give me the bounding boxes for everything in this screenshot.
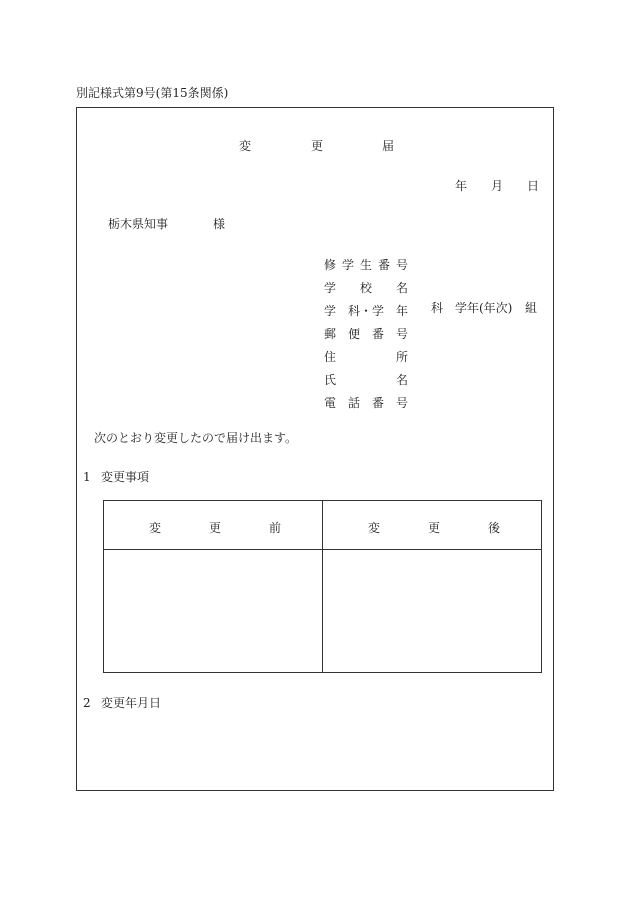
- title-char-3: 届: [382, 139, 395, 153]
- field-student-number: [324, 256, 408, 273]
- field-label-char: 科・学: [347, 304, 384, 318]
- change-table: [103, 500, 542, 673]
- field-label-char: 号: [395, 396, 408, 410]
- date-year: 年: [455, 179, 468, 193]
- header-before-char: 更: [208, 521, 221, 535]
- addressee-honorific: 様: [213, 217, 226, 231]
- field-postal-code: [324, 325, 408, 342]
- field-label-char: 学: [341, 258, 354, 272]
- field-name: [324, 371, 408, 388]
- field-label-char: 生: [359, 258, 372, 272]
- field-label-char: 住: [324, 350, 337, 364]
- field-class-suffix: 組: [525, 301, 538, 315]
- header-after-char: 変: [368, 521, 381, 535]
- statement-text: 次のとおり変更したので届け出ます。: [94, 431, 298, 445]
- section-1-label: 変更事項: [101, 470, 150, 484]
- section-2-label: 変更年月日: [101, 696, 162, 710]
- form-frame: [76, 107, 554, 791]
- header-before-char: 変: [149, 521, 162, 535]
- field-label-char: 便: [347, 327, 360, 341]
- field-label-char: 号: [395, 327, 408, 341]
- table-header-after: [368, 519, 500, 536]
- field-phone-number: [324, 394, 408, 411]
- field-school-name: [324, 279, 408, 296]
- field-label-char: 郵: [324, 327, 337, 341]
- field-label-char: 番: [371, 396, 384, 410]
- field-label-char: 番: [371, 327, 384, 341]
- field-grade-suffix: 学年(年次): [455, 301, 513, 315]
- header-after-char: 更: [427, 521, 440, 535]
- header-before-char: 前: [268, 521, 281, 535]
- field-label-char: 修: [324, 258, 337, 272]
- field-department-grade: [324, 302, 408, 319]
- table-header-before: [149, 519, 281, 536]
- table-cell-after[interactable]: [323, 550, 541, 672]
- field-label-char: 名: [395, 281, 408, 295]
- field-label-char: 番: [377, 258, 390, 272]
- title-char-1: 変: [239, 139, 252, 153]
- field-label-char: 話: [347, 396, 360, 410]
- field-label-char: 校: [359, 281, 372, 295]
- section-2-number: 2: [83, 696, 91, 710]
- field-label-char: 年: [395, 304, 408, 318]
- title-char-2: 更: [311, 139, 324, 153]
- field-label-char: 電: [324, 396, 337, 410]
- field-address: [324, 348, 408, 365]
- date-month: 月: [491, 179, 504, 193]
- date-day: 日: [527, 179, 540, 193]
- table-cell-before[interactable]: [104, 550, 322, 672]
- field-department-suffix: 科: [431, 301, 444, 315]
- form-number-label: 別記様式第9号(第15条関係): [76, 86, 229, 100]
- field-label-char: 所: [395, 350, 408, 364]
- field-label-char: 氏: [324, 373, 337, 387]
- field-label-char: 学: [324, 281, 337, 295]
- header-after-char: 後: [487, 521, 500, 535]
- field-label-char: 名: [395, 373, 408, 387]
- field-label-char: 号: [395, 258, 408, 272]
- addressee-name: 栃木県知事: [108, 217, 169, 231]
- field-label-char: 学: [324, 304, 337, 318]
- section-1-number: 1: [83, 470, 91, 484]
